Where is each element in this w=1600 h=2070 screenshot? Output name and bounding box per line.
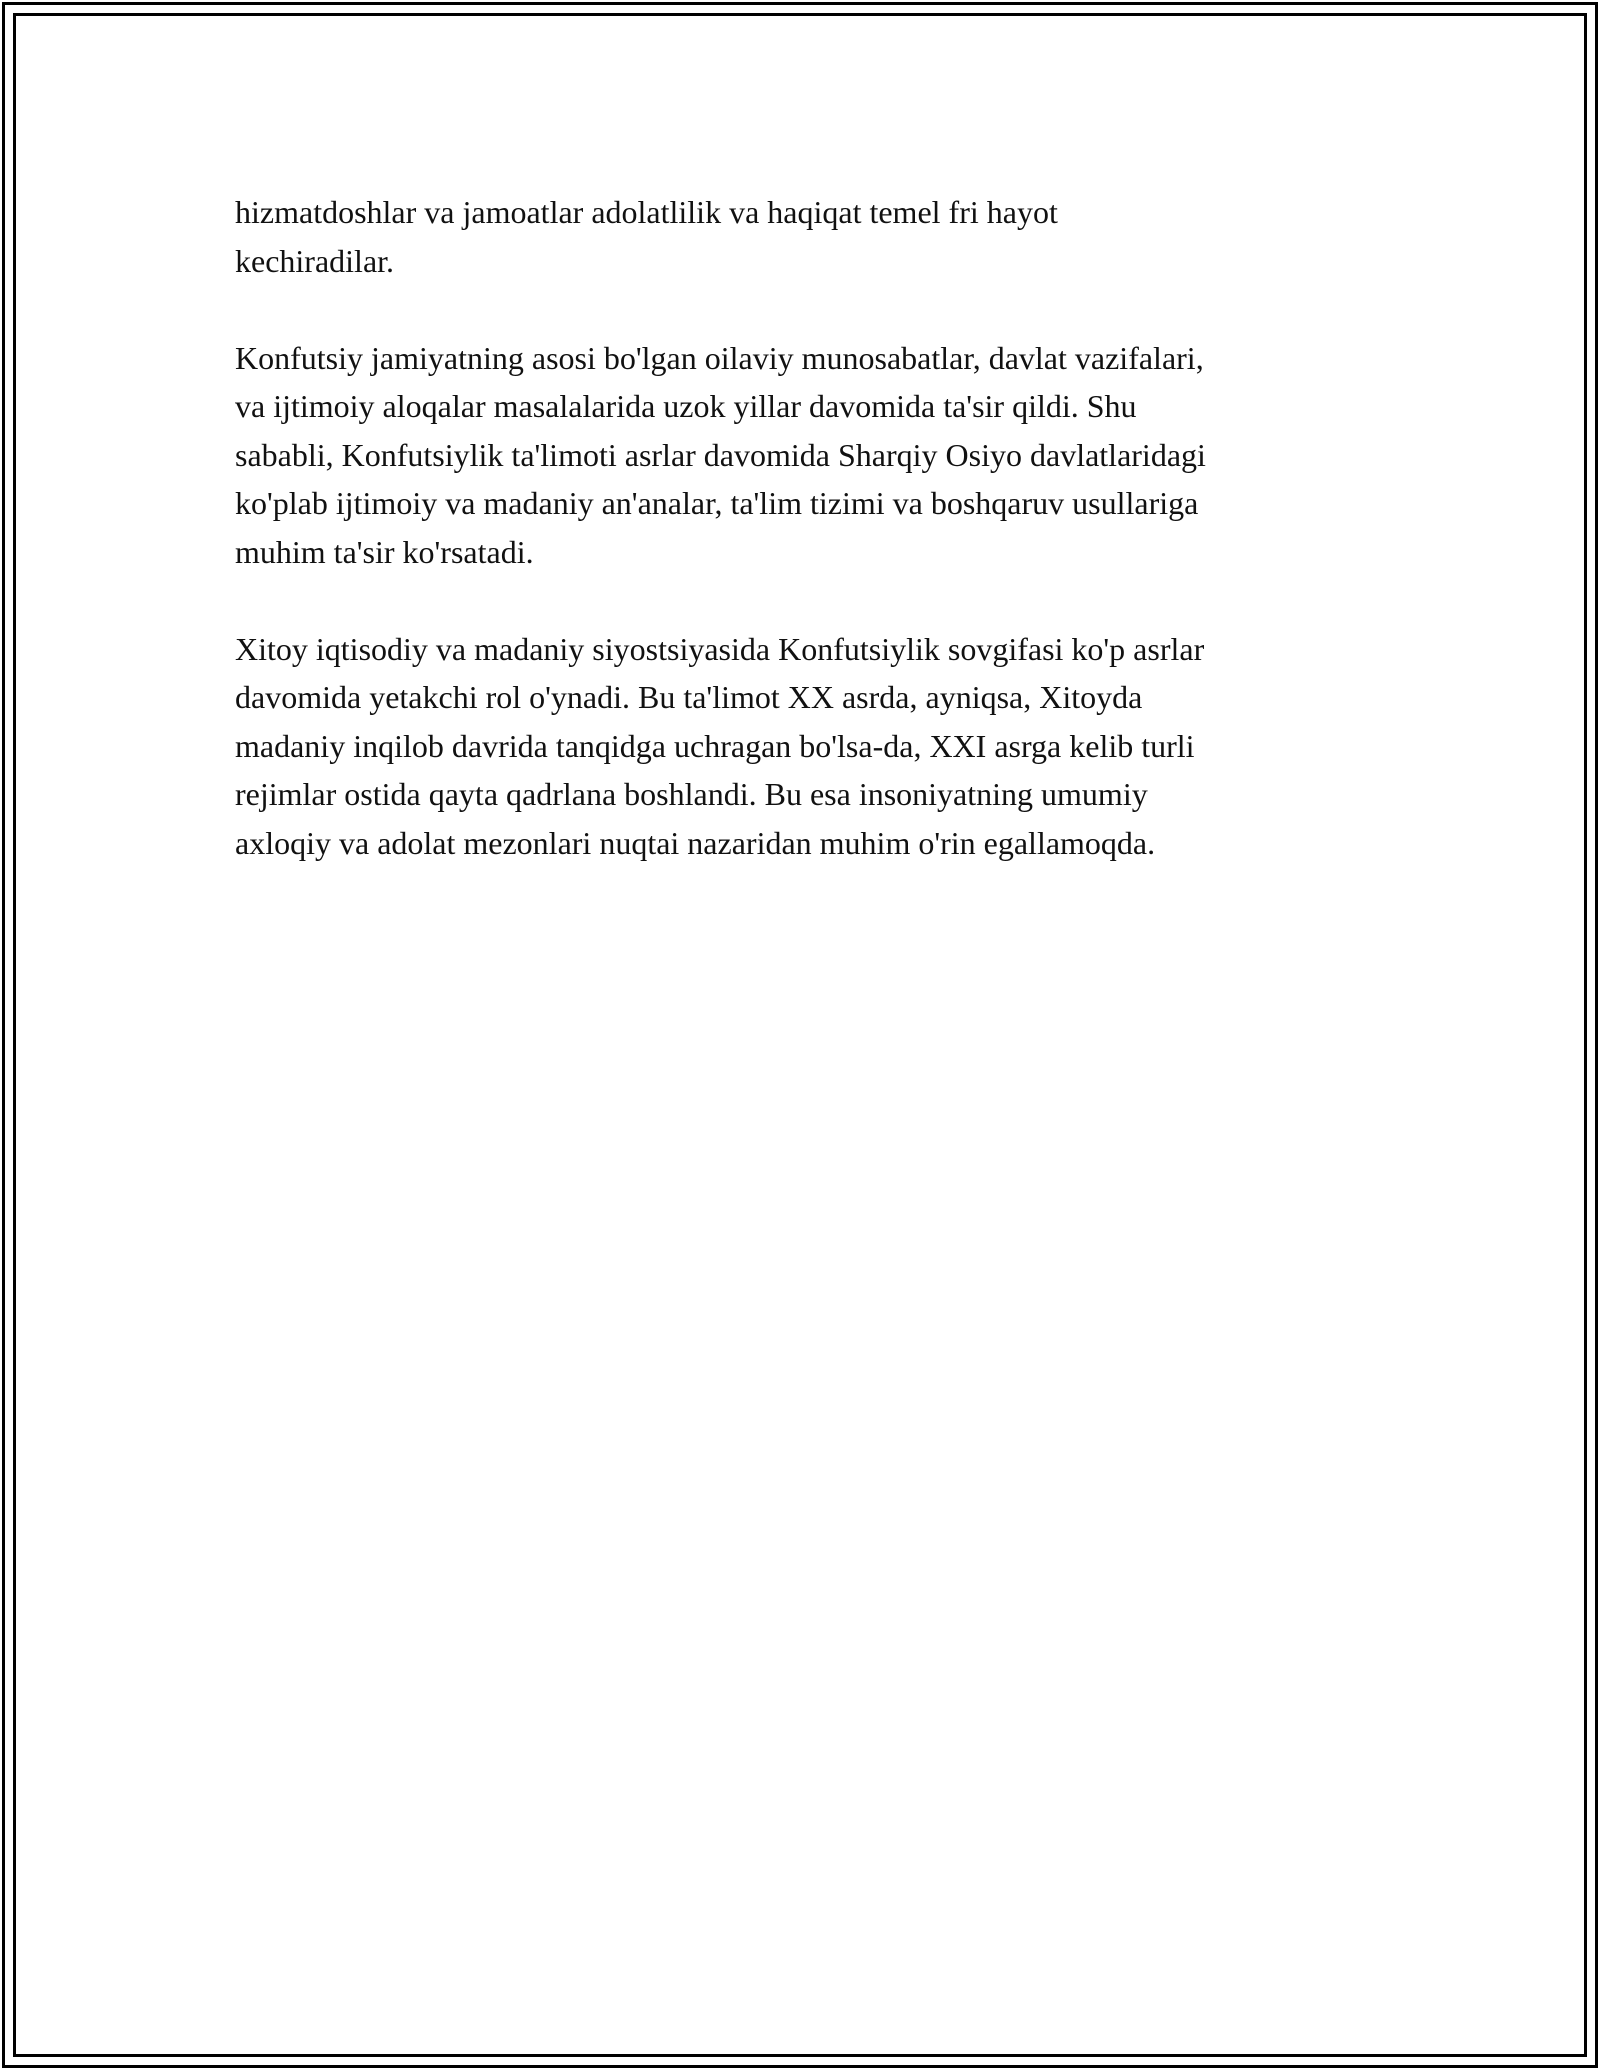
paragraph-continuation: hizmatdoshlar va jamoatlar adolatlilik va haqiqat temel fri hayot kechiradilar. (235, 194, 1058, 279)
paragraph-china-policy: Xitoy iqtisodiy va madaniy siyostsiyasida Konfutsiylik sovgifasi ko'p asrlar davomida yetakchi rol o'ynadi. Bu ta'limot XX asrda, ayniqsa, Xitoyda madaniy inqilob davrida tanqidga uchragan bo'lsa-da, XXI asrga kelib turli rejimlar ostida qayta qadrlana boshlandi. Bu esa insoniyatning umumiy axloqiy va adolat mezonlari nuqtai nazaridan muhim o'rin egallamoqda. (235, 630, 1205, 861)
paragraph-confucius-influence: Konfutsiy jamiyatning asosi bo'lgan oilaviy munosabatlar, davlat vazifalari, va ijtimoiy aloqalar masalalarida uzok yillar davomida ta'sir qildi. Shu sababli, Konfutsiylik ta'limoti asrlar davomida Sharqiy Osiyo davlatlaridagi ko'plab ijtimoiy va madaniy an'analar, ta'lim tizimi va boshqaruv usullariga muhim ta'sir ko'rsatadi. (235, 339, 1206, 570)
document-body (235, 188, 1365, 916)
